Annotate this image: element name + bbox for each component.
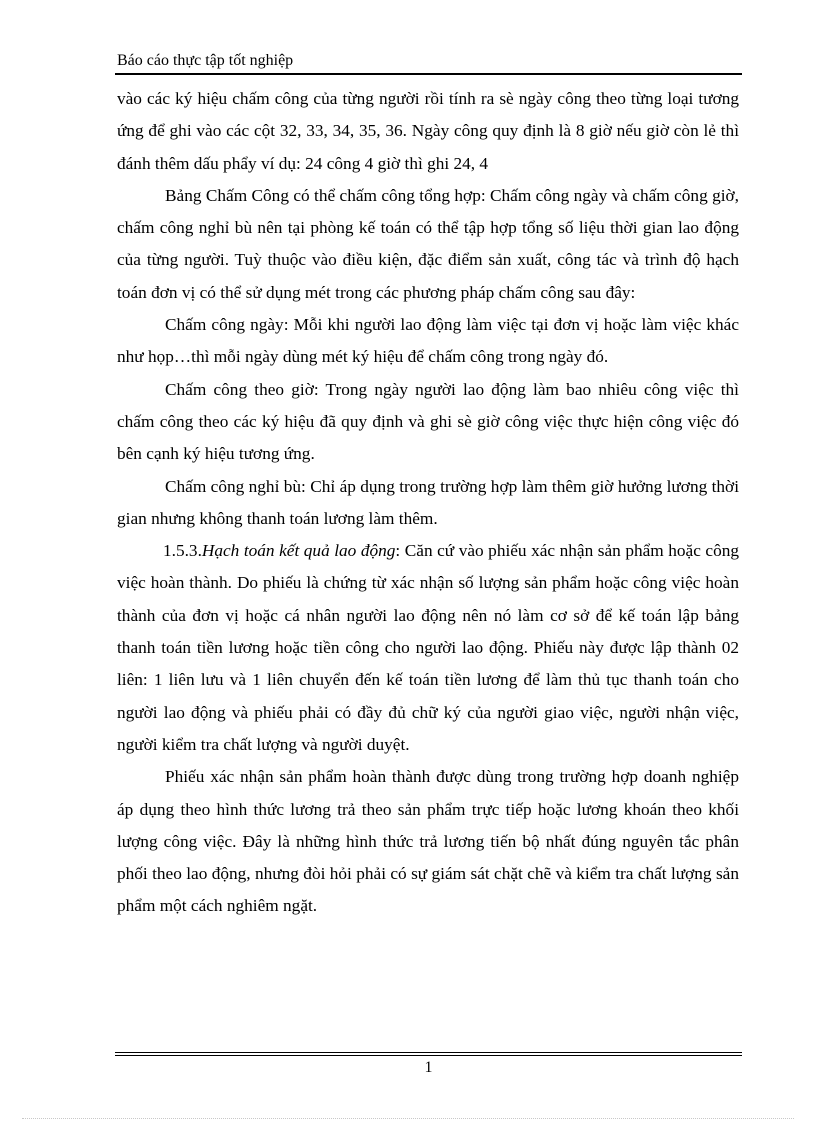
page-boundary-dots bbox=[22, 1118, 794, 1119]
section-heading: Hạch toán kết quả lao động bbox=[201, 541, 396, 561]
footer-rule-bottom bbox=[115, 1055, 742, 1056]
paragraph-daily-attendance: Chấm công ngày: Mỗi khi người lao động làm việc tại đơn vị hoặc làm việc khác như họp…thì mỗi ngày dùng mét ký hiệu để chấm công trong ngày đó. bbox=[117, 315, 739, 367]
paragraph-continuation: vào các ký hiệu chấm công của từng người rồi tính ra sè ngày công theo từng loại tương ứng để ghi vào các cột 32, 33, 34, 35, 36. Ngày công quy định là 8 giờ nếu giờ còn lẻ thì đánh thêm dấu phẩy ví dụ: 24 công 4 giờ thì ghi 24, 4 bbox=[117, 89, 739, 173]
section-number: 1.5.3. bbox=[163, 541, 202, 561]
running-header: Báo cáo thực tập tốt nghiệp bbox=[117, 52, 294, 69]
body-text bbox=[117, 83, 739, 923]
header-rule bbox=[115, 73, 742, 75]
paragraph-compensatory-leave: Chấm công nghỉ bù: Chỉ áp dụng trong trường hợp làm thêm giờ hưởng lương thời gian nhưng không thanh toán lương làm thêm. bbox=[117, 476, 739, 528]
section-paragraph bbox=[117, 535, 739, 761]
paragraph-hourly-attendance: Chấm công theo giờ: Trong ngày người lao động làm bao nhiêu công việc thì chấm công theo các ký hiệu đã quy định và ghi sè giờ công việc thực hiện công việc đó bên cạnh ký hiệu tương ứng. bbox=[117, 379, 739, 464]
page-number: 1 bbox=[424, 1059, 433, 1076]
paragraph-closing: Phiếu xác nhận sản phẩm hoàn thành được dùng trong trường hợp doanh nghiệp áp dụng theo hình thức lương trả theo sản phẩm trực tiếp hoặc lương khoán theo khối lượng công việc. Đây là những hình thức trả lương tiến bộ nhất đúng nguyên tắc phân phối theo lao động, nhưng đòi hỏi phải có sự giám sát chặt chẽ và kiểm tra chất lượng sản phẩm một cách nghiêm ngặt. bbox=[117, 767, 739, 916]
section-text: : Căn cứ vào phiếu xác nhận sản phẩm hoặc công việc hoàn thành. Do phiếu là chứng từ xác nhận số lượng sản phẩm hoặc công việc hoàn thành của đơn vị hoặc cá nhân người lao động nên nó làm cơ sở để kế toán lập bảng thanh toán tiền lương hoặc tiền công cho người lao động. Phiếu này được lập thành 02 liên: 1 liên lưu và 1 liên chuyển đến kế toán tiền lương để làm thủ tục thanh toán cho người lao động và phiếu phải có đầy đủ chữ ký của người giao việc, người nhận việc, người kiểm tra chất lượng và người duyệt. bbox=[117, 541, 739, 754]
paragraph-timesheet-summary: Bảng Chấm Công có thể chấm công tổng hợp: Chấm công ngày và chấm công giờ, chấm công nghỉ bù nên tại phòng kế toán có thể tập hợp tổng số liệu thời gian lao động của từng người. Tuỳ thuộc vào điều kiện, đặc điểm sản xuất, công tác và trình độ hạch toán đơn vị có thể sử dụng mét trong các phương pháp chấm công sau đây: bbox=[117, 185, 739, 302]
footer-rule-top bbox=[115, 1052, 742, 1053]
